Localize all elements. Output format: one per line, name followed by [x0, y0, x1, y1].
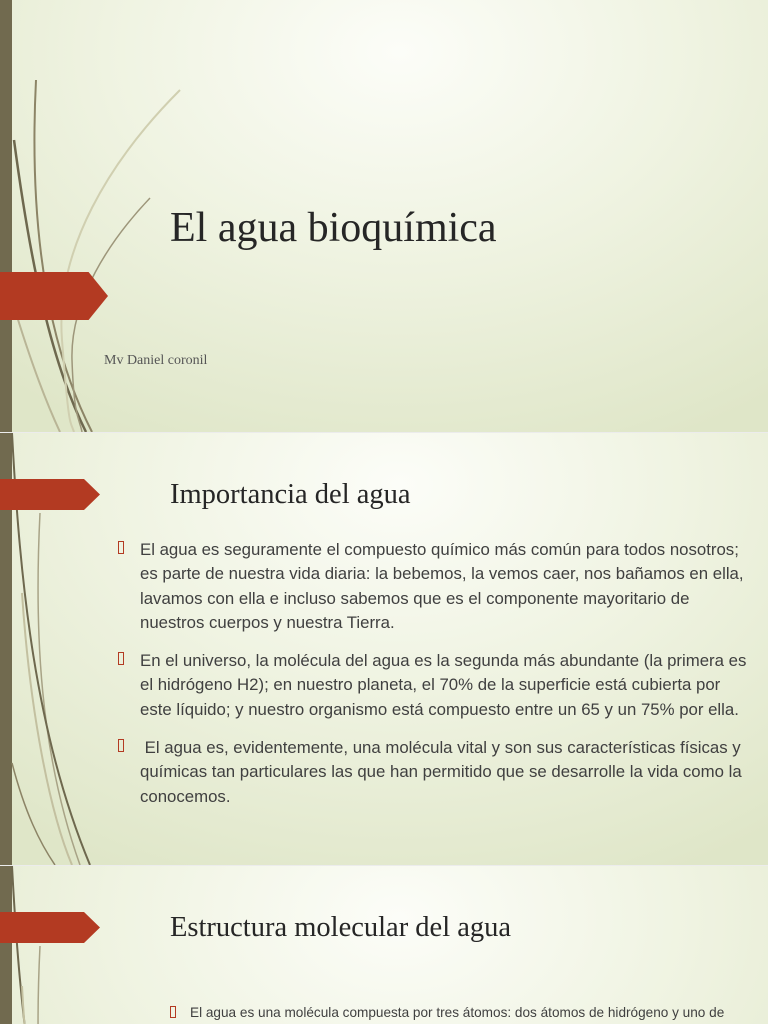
bullet-line: es parte de nuestra vida diaria: la bebemos, la vemos caer, nos bañamos en ella, [140, 564, 744, 584]
bullet-line: el hidrógeno H2); en nuestro planeta, el 70% de la superficie está cubierta por [140, 675, 721, 695]
bullet-item [116, 736, 756, 809]
bullet-line: El agua es, evidentemente, una molécula vital y son sus características físicas y [140, 738, 741, 758]
bullet-icon [118, 541, 124, 554]
slide-subtitle: Mv Daniel coronil [104, 353, 208, 368]
wisp-line [38, 513, 80, 865]
bullet-line: químicas tan particulares las que han permitido que se desarrolle la vida como la [140, 762, 742, 782]
red-arrow-tag [0, 912, 100, 943]
slide-3 [0, 866, 768, 1024]
bullet-icon [118, 739, 124, 752]
wisp-line [22, 986, 72, 1024]
slide-1 [0, 0, 768, 432]
red-arrow-tag [0, 479, 100, 510]
bullet-list [168, 1003, 758, 1022]
slide-title: Estructura molecular del agua [170, 912, 512, 943]
bullet-line: lavamos con ella e incluso sabemos que es el componente mayoritario de [140, 588, 690, 608]
red-arrow-tag [0, 272, 108, 320]
wisp-line [38, 946, 80, 1024]
bullet-line: este líquido; y nuestro organismo está compuesto entre un 65 y un 75% por ella. [140, 699, 739, 719]
bullet-item [168, 1003, 758, 1022]
slide-2 [0, 433, 768, 865]
bullet-line: conocemos. [140, 786, 231, 806]
bullet-line: nuestros cuerpos y nuestra Tierra. [140, 612, 395, 632]
bullet-icon [170, 1006, 176, 1018]
bullet-item [116, 649, 756, 722]
bullet-icon [118, 652, 124, 665]
slide-title: El agua bioquímica [170, 205, 497, 251]
slide-title: Importancia del agua [170, 479, 411, 510]
bullet-list [116, 538, 756, 809]
bullet-line: El agua es seguramente el compuesto químico más común para todos nosotros; [140, 540, 739, 559]
wisp-lines [0, 866, 200, 1024]
wisp-line [12, 763, 55, 865]
wisp-line [61, 90, 180, 432]
bullet-line: El agua es una molécula compuesta por tres átomos: dos átomos de hidrógeno y uno de [190, 1005, 725, 1020]
bullet-item [116, 538, 756, 635]
bullet-line: En el universo, la molécula del agua es la segunda más abundante (la primera es [140, 651, 747, 671]
